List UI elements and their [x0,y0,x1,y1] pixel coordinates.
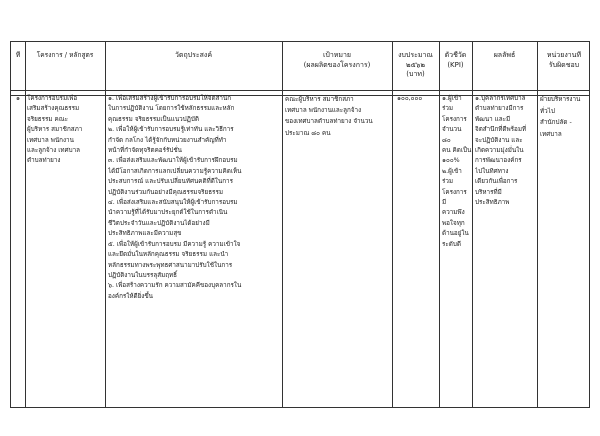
header-divider [11,90,589,91]
row-outcome: ๑.บุคลากรเทศบาล ตำบลท่ายางมีการ พัฒนา และมี จิตสำนึกที่ดีพร้อมที่ จะปฏิบัติงาน และ เกิดความมุ่งมั่นใน การพัฒนาองค์กร ไปในทิศทาง เดียวกันเพื่อการ บริหารที่มี ประสิทธิภาพ [475,95,527,207]
header-no: ที่ [15,51,21,59]
row-project: โครงการอบรมเพื่อ เสริมสร้างคุณธรรม จริยธรรม คณะ ผู้บริหาร สมาชิกสภา เทศบาล พนักงาน และลูกจ้าง เทศบาล ตำบลท่ายาง [27,95,83,165]
column-divider [392,42,393,407]
column-divider [537,42,538,407]
header-project: โครงการ / หลักสูตร [36,51,94,59]
row-agency: ฝ่ายบริหารงาน ทั่วไป สำนักปลัด - เทศบาล [540,96,581,138]
row-no: ๑ [16,95,20,102]
column-divider [439,42,440,407]
header-indicator: ตัวชี้วัด (KPI) [444,51,467,69]
column-divider [25,42,26,407]
header-budget: งบประมาณ ๒๕๖๒ (บาท) [398,51,433,78]
row-budget: ๑๐๐,๐๐๐ [397,95,423,102]
header-agency: หน่วยงานที่ รับผิดชอบ [546,51,582,69]
column-divider [105,42,106,407]
header-objective: วัตถุประสงค์ [174,51,213,59]
row-indicator: ๑.ผู้เข้าร่วม โครงการ จำนวน ๘๐ คน คิดเป็น ๑๐๐% ๒.ผู้เข้าร่วม โครงการ มี ความพึง พอใจทุก ด้านอยู่ใน ระดับดี [442,95,472,248]
plan-table [10,41,590,408]
row-target: คณะผู้บริหาร สมาชิกสภา เทศบาล พนักงานและลูกจ้าง ของเทศบาลตำบลท่ายาง จำนวน ประมาณ ๘๐ คน [285,96,373,137]
column-divider [282,42,283,407]
header-outcome: ผลลัพธ์ [493,51,516,59]
column-divider [472,42,473,407]
header-target: เป้าหมาย (ผลผลิตของโครงการ) [303,51,371,69]
row-objective: ๑. เพื่อเสริมสร้างผู้เข้ารับการอบรมให้จิตสำนึก ในการปฏิบัติงาน โดยการใช้หลักธรรมและหลัก คุณธรรม จริยธรรมเป็นแนวปฏิบัติ ๒. เพื่อให้ผู้เข้ารับการอบรมรู้เท่าทัน และวิธีการ กำจัด กลโกง ได้รู้จักกับหน่วยงานสำคัญที่ทำ หน้าที่กำจัดทุจริตคอร์รัปชั่น ๓. เพื่อส่งเสริมและพัฒนาให้ผู้เข้ารับการฝึกอบรม ได้มีโอกาสเกิดการแลกเปลี่ยนความรู้ความคิดเห็น ประสบการณ์ และปรับเปลี่ยนทัศนคติที่ดีในการ ปฏิบัติงานร่วมกันอย่างมีคุณธรรมจริยธรรม ๔. เพื่อส่งเสริมและสนับสนุนให้ผู้เข้ารับการอบรม นำความรู้ที่ได้รับมาประยุกต์ใช้ในการดำเนิน ชีวิตประจำวันและปฏิบัติงานได้อย่างมี ประสิทธิภาพและมีความสุข ๕. เพื่อให้ผู้เข้ารับการอบรม มีความรู้ ความเข้าใจ และยึดมั่นในหลักคุณธรรม จริยธรรม และนำ หลักธรรมทางพระพุทธศาสนามาปรับใช้ในการ ปฏิบัติงานในบรรลุสัมฤทธิ์ ๖. เพื่อสร้างความรัก ความสามัคคีของบุคลากรใน องค์กรให้ดียิ่งขึ้น [108,95,242,300]
